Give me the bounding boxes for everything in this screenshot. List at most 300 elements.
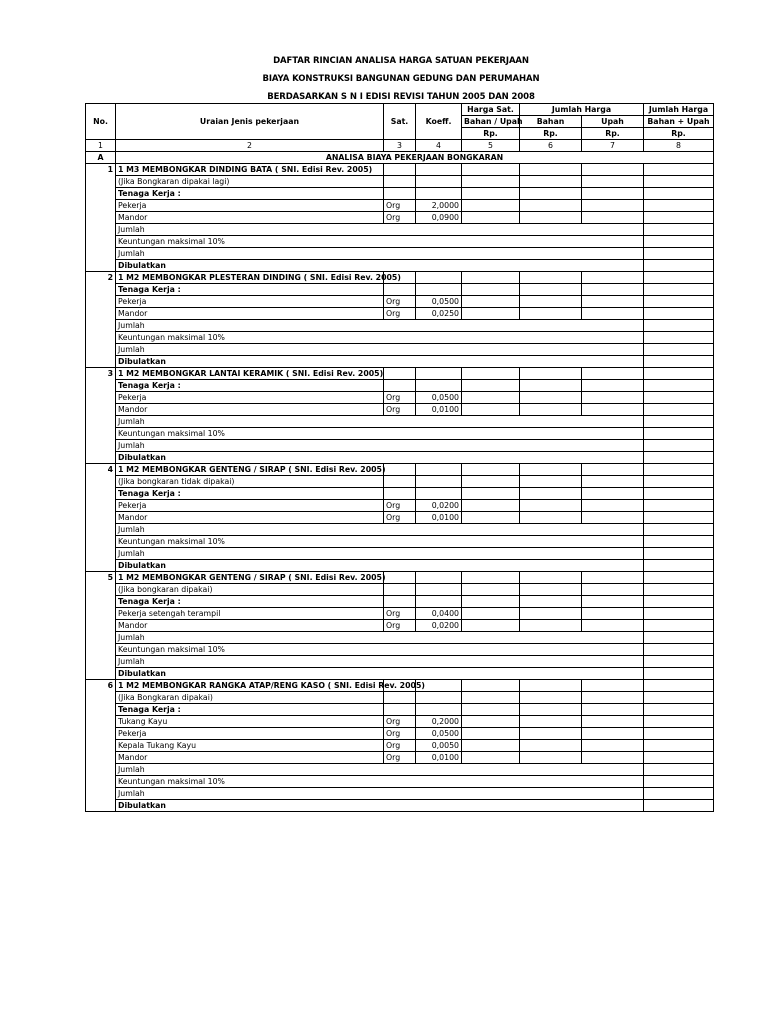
worker-row [86,728,714,740]
dibulatkan-row [86,260,714,272]
bahan-cell [520,704,582,716]
sat-cell: Org [384,404,416,416]
no-cell [86,176,116,188]
harga-sat-cell [462,500,520,512]
sat-cell: Org [384,200,416,212]
worker-row [86,740,714,752]
dibulatkan-label: Dibulatkan [116,260,644,272]
worker-row [86,212,714,224]
jumlah-cell [644,668,714,680]
jumlah-label: Jumlah [116,656,644,668]
jumlah-cell [644,320,714,332]
jumlah-cell [644,692,714,704]
jumlah-cell [644,452,714,464]
harga-sat-cell [462,608,520,620]
koeff-cell [416,188,462,200]
worker-row [86,608,714,620]
keuntungan-label: Keuntungan maksimal 10% [116,644,644,656]
no-cell [86,500,116,512]
no-cell [86,356,116,368]
koeff-cell [416,584,462,596]
sat-cell [384,380,416,392]
tenaga-kerja-label: Tenaga Kerja : [116,188,384,200]
upah-cell [582,596,644,608]
jumlah-cell [644,392,714,404]
bahan-cell [520,200,582,212]
jumlah-label: Jumlah [116,248,644,260]
upah-cell [582,464,644,476]
jumlah-cell [644,428,714,440]
keuntungan-label: Keuntungan maksimal 10% [116,776,644,788]
no-cell [86,584,116,596]
worker-name: Mandor [116,512,384,524]
no-cell [86,416,116,428]
worker-name: Mandor [116,404,384,416]
tenaga-kerja-row [86,284,714,296]
tenaga-kerja-label: Tenaga Kerja : [116,704,384,716]
upah-cell [582,404,644,416]
item-note: (Jika Bongkaran dipakai lagi) [116,176,384,188]
tenaga-kerja-row [86,596,714,608]
item-note: (Jika Bongkaran dipakai) [116,692,384,704]
no-cell [86,788,116,800]
no-cell [86,452,116,464]
item-title: 1 M2 MEMBONGKAR LANTAI KERAMIK ( SNI. Edisi Rev. 2005) [116,368,384,380]
koeff-cell [416,464,462,476]
bahan-cell [520,272,582,284]
jumlah-cell [644,332,714,344]
dibulatkan-label: Dibulatkan [116,356,644,368]
harga-sat-cell [462,272,520,284]
koeff-cell [416,692,462,704]
col-number: 4 [416,140,462,152]
item-title-row [86,368,714,380]
dibulatkan-label: Dibulatkan [116,668,644,680]
tenaga-kerja-row [86,380,714,392]
item-title: 1 M2 MEMBONGKAR RANGKA ATAP/RENG KASO ( SNI. Edisi Rev. 2005) [116,680,384,692]
sat-cell [384,488,416,500]
header-no: No. [86,104,116,140]
worker-row [86,620,714,632]
jumlah-label: Jumlah [116,320,644,332]
header-jumlah-harga: Jumlah Harga [520,104,644,116]
koeff-cell: 0,0250 [416,308,462,320]
jumlah-cell [644,476,714,488]
sat-cell [384,464,416,476]
header-bahan-2: Rp. [520,128,582,140]
item-note: (Jika bongkaran dipakai) [116,584,384,596]
no-cell [86,248,116,260]
jumlah-cell [644,308,714,320]
tenaga-kerja-row [86,188,714,200]
worker-name: Mandor [116,212,384,224]
no-cell [86,380,116,392]
header-row-1 [86,104,714,116]
jumlah-cell [644,272,714,284]
worker-name: Pekerja [116,392,384,404]
bahan-cell [520,308,582,320]
no-cell [86,596,116,608]
worker-name: Pekerja [116,500,384,512]
tenaga-kerja-label: Tenaga Kerja : [116,380,384,392]
harga-sat-cell [462,512,520,524]
jumlah-label: Jumlah [116,416,644,428]
sat-cell: Org [384,716,416,728]
worker-row [86,716,714,728]
jumlah-cell [644,368,714,380]
dibulatkan-row [86,452,714,464]
harga-sat-cell [462,476,520,488]
header-harga-sat-3: Rp. [462,128,520,140]
bahan-cell [520,596,582,608]
worker-name: Pekerja [116,728,384,740]
koeff-cell [416,596,462,608]
no-cell [86,440,116,452]
no-cell [86,344,116,356]
upah-cell [582,608,644,620]
no-cell [86,188,116,200]
item-number: 5 [86,572,116,584]
harga-sat-cell [462,692,520,704]
item-title-row [86,572,714,584]
worker-row [86,296,714,308]
sat-cell: Org [384,620,416,632]
no-cell [86,404,116,416]
harga-sat-cell [462,596,520,608]
koeff-cell: 0,0200 [416,620,462,632]
sat-cell [384,476,416,488]
jumlah-cell [644,404,714,416]
no-cell [86,704,116,716]
upah-cell [582,728,644,740]
jumlah-cell [644,236,714,248]
upah-cell [582,488,644,500]
harga-sat-cell [462,284,520,296]
keuntungan-row [86,332,714,344]
bahan-cell [520,368,582,380]
worker-name: Kepala Tukang Kayu [116,740,384,752]
harga-sat-cell [462,464,520,476]
header-jumlah-bu-1: Jumlah Harga [644,104,714,116]
harga-sat-cell [462,404,520,416]
section-letter: A [86,152,116,164]
tenaga-kerja-label: Tenaga Kerja : [116,284,384,296]
jumlah-cell [644,752,714,764]
worker-row [86,512,714,524]
jumlah-cell [644,176,714,188]
header-jumlah-bu-2: Bahan + Upah [644,116,714,128]
koeff-cell: 0,0500 [416,728,462,740]
jumlah-cell [644,164,714,176]
harga-sat-cell [462,752,520,764]
no-cell [86,488,116,500]
jumlah-cell [644,356,714,368]
koeff-cell: 0,0500 [416,296,462,308]
upah-cell [582,392,644,404]
no-cell [86,200,116,212]
header-jumlah-bu-3: Rp. [644,128,714,140]
item-title-row [86,272,714,284]
jumlah-cell [644,716,714,728]
no-cell [86,476,116,488]
harga-sat-cell [462,740,520,752]
upah-cell [582,692,644,704]
bahan-cell [520,680,582,692]
no-cell [86,668,116,680]
worker-row [86,500,714,512]
item-note-row [86,584,714,596]
no-cell [86,728,116,740]
item-title: 1 M2 MEMBONGKAR GENTENG / SIRAP ( SNI. Edisi Rev. 2005) [116,572,384,584]
no-cell [86,740,116,752]
upah-cell [582,308,644,320]
jumlah-cell [644,284,714,296]
header-bahan-1: Bahan [520,116,582,128]
jumlah-cell [644,416,714,428]
bahan-cell [520,476,582,488]
harga-sat-cell [462,572,520,584]
bahan-cell [520,728,582,740]
koeff-cell: 0,0100 [416,404,462,416]
dibulatkan-label: Dibulatkan [116,560,644,572]
jumlah-label: Jumlah [116,224,644,236]
sat-cell [384,704,416,716]
item-number: 3 [86,368,116,380]
worker-row [86,200,714,212]
worker-name: Mandor [116,620,384,632]
bahan-cell [520,740,582,752]
no-cell [86,524,116,536]
bahan-cell [520,296,582,308]
bahan-cell [520,584,582,596]
no-cell [86,224,116,236]
keuntungan-row [86,428,714,440]
upah-cell [582,716,644,728]
keuntungan-row [86,236,714,248]
jumlah-cell [644,200,714,212]
harga-sat-cell [462,716,520,728]
section-row [86,152,714,164]
header-harga-sat-1: Harga Sat. [462,104,520,116]
jumlah-cell [644,380,714,392]
no-cell [86,260,116,272]
sat-cell [384,176,416,188]
keuntungan-label: Keuntungan maksimal 10% [116,536,644,548]
keuntungan-row [86,644,714,656]
koeff-cell: 0,2000 [416,716,462,728]
jumlah-cell [644,572,714,584]
koeff-cell: 0,0200 [416,500,462,512]
koeff-cell [416,284,462,296]
jumlah-cell [644,464,714,476]
bahan-cell [520,284,582,296]
bahan-cell [520,716,582,728]
harga-sat-cell [462,380,520,392]
item-title-row [86,164,714,176]
bahan-cell [520,500,582,512]
tenaga-kerja-label: Tenaga Kerja : [116,488,384,500]
jumlah-label: Jumlah [116,344,644,356]
header-upah-1: Upah [582,116,644,128]
worker-name: Tukang Kayu [116,716,384,728]
jumlah-cell [644,620,714,632]
koeff-cell: 0,0100 [416,752,462,764]
col-number: 2 [116,140,384,152]
no-cell [86,332,116,344]
koeff-cell: 0,0400 [416,608,462,620]
upah-cell [582,704,644,716]
bahan-cell [520,176,582,188]
koeff-cell [416,176,462,188]
jumlah-cell [644,548,714,560]
koeff-cell: 0,0500 [416,392,462,404]
no-cell [86,656,116,668]
dibulatkan-row [86,800,714,812]
upah-cell [582,176,644,188]
item-title: 1 M2 MEMBONGKAR GENTENG / SIRAP ( SNI. Edisi Rev. 2005) [116,464,384,476]
harga-sat-cell [462,368,520,380]
jumlah-cell [644,524,714,536]
sat-cell [384,584,416,596]
jumlah-cell [644,560,714,572]
document-titles [0,56,768,110]
jumlah2-row [86,344,714,356]
harga-sat-cell [462,200,520,212]
harga-sat-cell [462,188,520,200]
item-note-row [86,176,714,188]
bahan-cell [520,188,582,200]
koeff-cell [416,380,462,392]
jumlah-label: Jumlah [116,548,644,560]
jumlah-cell [644,632,714,644]
harga-sat-cell [462,728,520,740]
harga-sat-cell [462,164,520,176]
koeff-cell [416,476,462,488]
jumlah-cell [644,248,714,260]
dibulatkan-row [86,668,714,680]
jumlah-cell [644,188,714,200]
no-cell [86,752,116,764]
no-cell [86,620,116,632]
upah-cell [582,500,644,512]
koeff-cell: 0,0100 [416,512,462,524]
sat-cell [384,692,416,704]
no-cell [86,536,116,548]
jumlah-cell [644,536,714,548]
item-number: 2 [86,272,116,284]
jumlah-row [86,764,714,776]
keuntungan-label: Keuntungan maksimal 10% [116,332,644,344]
sat-cell [384,188,416,200]
item-title: 1 M2 MEMBONGKAR PLESTERAN DINDING ( SNI. Edisi Rev. 2005) [116,272,384,284]
worker-name: Mandor [116,752,384,764]
harga-sat-cell [462,176,520,188]
no-cell [86,308,116,320]
sat-cell: Org [384,512,416,524]
col-number: 8 [644,140,714,152]
keuntungan-row [86,536,714,548]
no-cell [86,320,116,332]
sat-cell [384,596,416,608]
jumlah-cell [644,764,714,776]
header-harga-sat-2: Bahan / Upah [462,116,520,128]
sat-cell: Org [384,740,416,752]
upah-cell [582,380,644,392]
upah-cell [582,212,644,224]
sat-cell: Org [384,296,416,308]
jumlah-cell [644,260,714,272]
jumlah2-row [86,656,714,668]
dibulatkan-label: Dibulatkan [116,800,644,812]
bahan-cell [520,572,582,584]
bahan-cell [520,164,582,176]
koeff-cell [416,272,462,284]
jumlah-row [86,320,714,332]
item-note-row [86,692,714,704]
no-cell [86,608,116,620]
item-title-row [86,464,714,476]
upah-cell [582,284,644,296]
upah-cell [582,296,644,308]
keuntungan-label: Keuntungan maksimal 10% [116,428,644,440]
bahan-cell [520,692,582,704]
upah-cell [582,368,644,380]
koeff-cell [416,572,462,584]
upah-cell [582,200,644,212]
no-cell [86,236,116,248]
dibulatkan-label: Dibulatkan [116,452,644,464]
upah-cell [582,272,644,284]
jumlah-cell [644,776,714,788]
bahan-cell [520,488,582,500]
no-cell [86,632,116,644]
sat-cell: Org [384,308,416,320]
header-upah-2: Rp. [582,128,644,140]
jumlah-label: Jumlah [116,764,644,776]
bahan-cell [520,380,582,392]
section-title: ANALISA BIAYA PEKERJAAN BONGKARAN [116,152,714,164]
no-cell [86,776,116,788]
koeff-cell: 2,0000 [416,200,462,212]
analysis-table [85,103,714,812]
jumlah-cell [644,788,714,800]
item-title-row [86,680,714,692]
jumlah-row [86,224,714,236]
sat-cell [384,284,416,296]
jumlah-cell [644,212,714,224]
worker-name: Pekerja [116,296,384,308]
jumlah-cell [644,728,714,740]
upah-cell [582,476,644,488]
no-cell [86,512,116,524]
bahan-cell [520,620,582,632]
jumlah-label: Jumlah [116,440,644,452]
harga-sat-cell [462,704,520,716]
harga-sat-cell [462,680,520,692]
jumlah-label: Jumlah [116,632,644,644]
koeff-cell [416,488,462,500]
jumlah-row [86,632,714,644]
harga-sat-cell [462,620,520,632]
no-cell [86,692,116,704]
item-number: 6 [86,680,116,692]
tenaga-kerja-label: Tenaga Kerja : [116,596,384,608]
worker-name: Pekerja [116,200,384,212]
worker-row [86,752,714,764]
no-cell [86,296,116,308]
bahan-cell [520,752,582,764]
jumlah-cell [644,512,714,524]
